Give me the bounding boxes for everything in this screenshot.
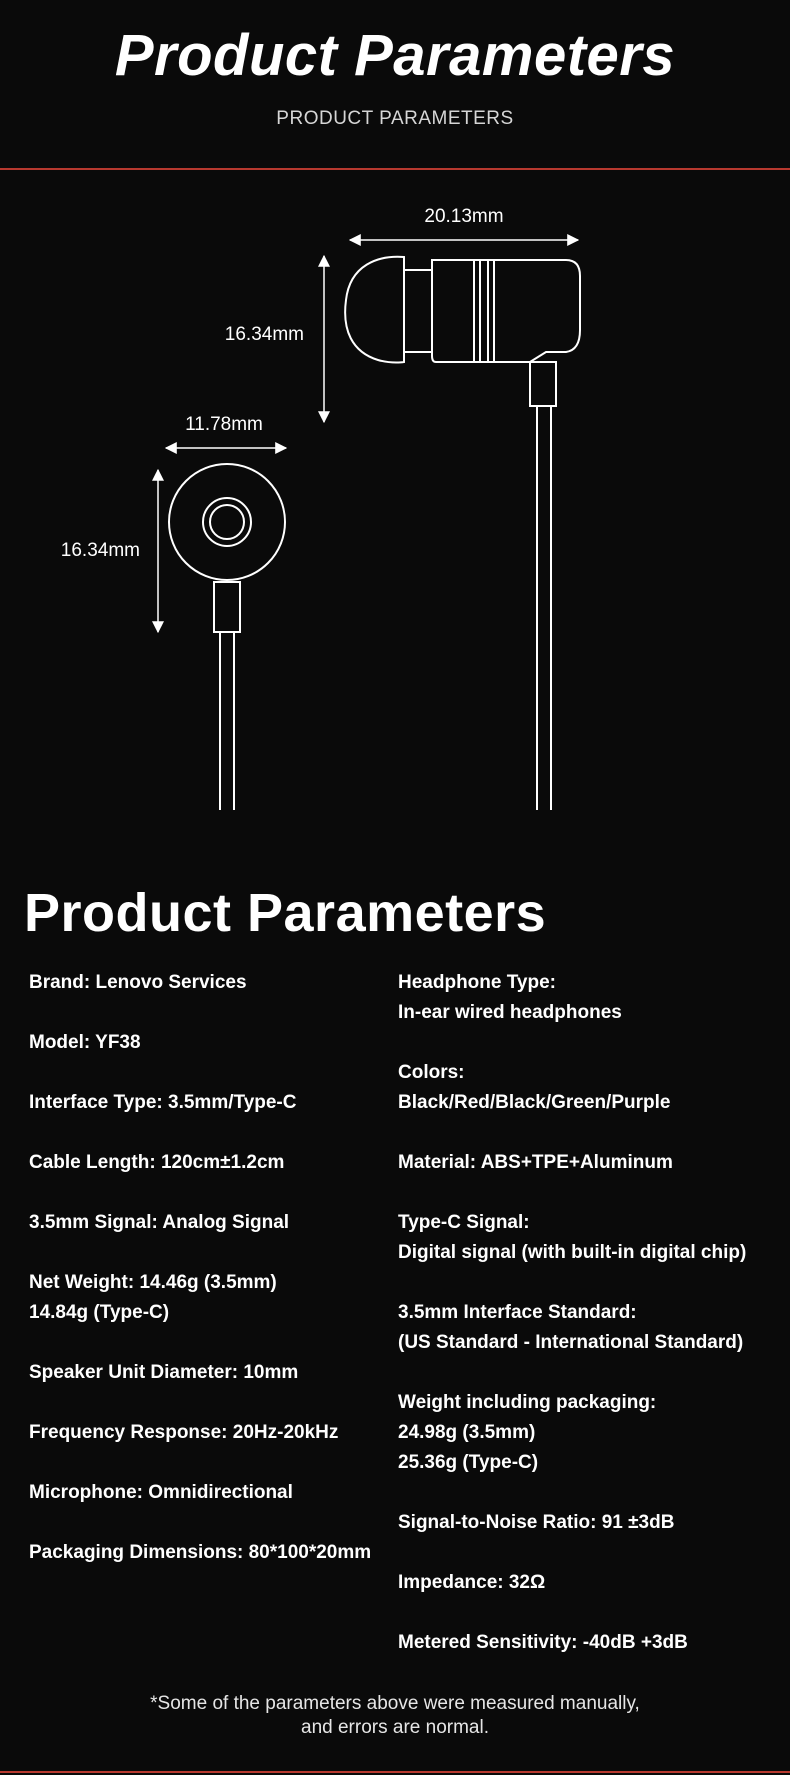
- footnote-line-1: *Some of the parameters above were measured manually,: [150, 1693, 640, 1714]
- earphone-dimension-diagram: [0, 180, 790, 820]
- param-colors: Colors: Black/Red/Black/Green/Purple: [398, 1062, 671, 1113]
- side-width-label: 20.13mm: [424, 206, 504, 227]
- param-impedance: Impedance: 32Ω: [398, 1572, 546, 1593]
- param-packaged-weight: Weight including packaging: 24.98g (3.5mm) 25.36g (Type-C): [398, 1392, 657, 1473]
- front-width-dimension: [166, 414, 286, 448]
- front-width-label: 11.78mm: [185, 414, 263, 435]
- page-subtitle: PRODUCT PARAMETERS: [276, 108, 514, 129]
- side-height-label: 16.34mm: [224, 324, 304, 345]
- param-net-weight: Net Weight: 14.46g (3.5mm) 14.84g (Type-C): [29, 1272, 277, 1323]
- earphone-side-view: [345, 257, 580, 810]
- side-height-dimension: [225, 256, 324, 422]
- section-title: Product Parameters: [24, 883, 547, 943]
- param-headphone-type: Headphone Type: In-ear wired headphones: [398, 972, 622, 1023]
- param-cable-length: Cable Length: 120cm±1.2cm: [29, 1152, 285, 1173]
- front-height-dimension: [61, 470, 158, 632]
- param-interface-standard: 3.5mm Interface Standard: (US Standard - International Standard): [398, 1302, 744, 1353]
- page-header: [0, 0, 790, 170]
- param-brand: Brand: Lenovo Services: [29, 972, 247, 993]
- params-left-column: [29, 968, 389, 1598]
- earphone-front-view: [169, 464, 285, 810]
- footnote: [0, 1692, 790, 1740]
- param-packaging-dimensions: Packaging Dimensions: 80*100*20mm: [29, 1542, 372, 1563]
- param-frequency-response: Frequency Response: 20Hz-20kHz: [29, 1422, 339, 1443]
- param-model: Model: YF38: [29, 1032, 141, 1053]
- param-3-5mm-signal: 3.5mm Signal: Analog Signal: [29, 1212, 290, 1233]
- param-snr: Signal-to-Noise Ratio: 91 ±3dB: [398, 1512, 675, 1533]
- param-microphone: Microphone: Omnidirectional: [29, 1482, 293, 1503]
- bottom-divider: [0, 1771, 790, 1773]
- params-right-column: [398, 968, 790, 1688]
- param-interface-type: Interface Type: 3.5mm/Type-C: [29, 1092, 297, 1113]
- footnote-line-2: and errors are normal.: [301, 1717, 489, 1738]
- front-height-label: 16.34mm: [60, 540, 140, 561]
- param-type-c-signal: Type-C Signal: Digital signal (with built-in digital chip): [398, 1212, 747, 1263]
- param-speaker-diameter: Speaker Unit Diameter: 10mm: [29, 1362, 299, 1383]
- param-sensitivity: Metered Sensitivity: -40dB +3dB: [398, 1632, 688, 1653]
- page-title: Product Parameters: [114, 23, 676, 88]
- param-material: Material: ABS+TPE+Aluminum: [398, 1152, 673, 1173]
- side-width-dimension: [350, 206, 578, 240]
- header-divider: [0, 168, 790, 170]
